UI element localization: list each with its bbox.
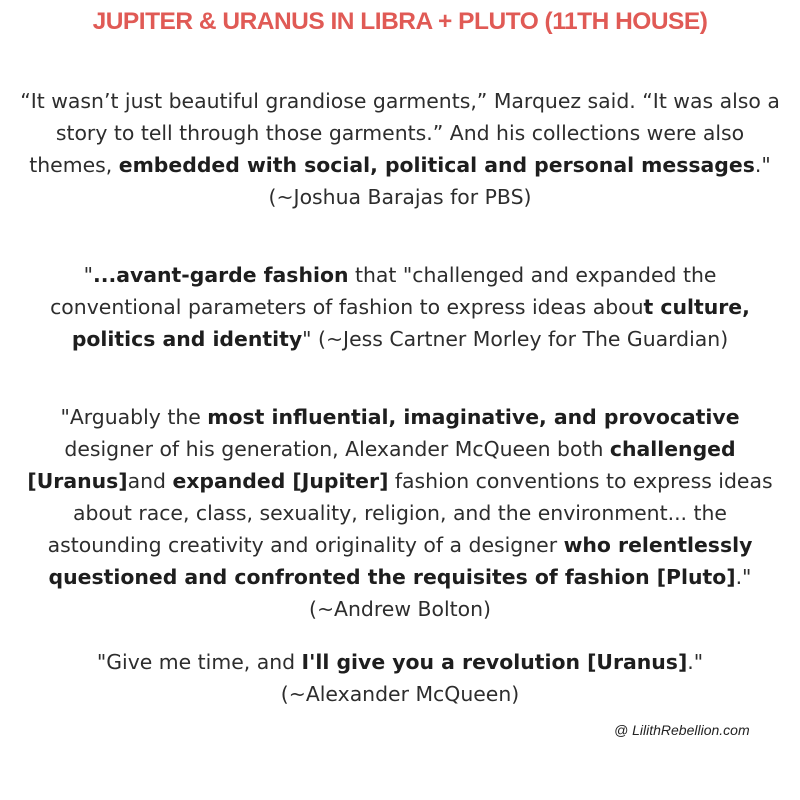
quote-text: and [127,469,173,493]
quote-emphasis: who relentlessly questioned and confronted the requisites of fashion [Pluto] [48,533,753,589]
quote-emphasis: embedded with social, political and personal messages [118,153,755,177]
quote-text: "Give me time, and [96,650,302,674]
quote-text: designer of his generation, Alexander McQueen both [64,437,610,461]
quote-emphasis: t culture, politics and identity [71,295,750,351]
quote-text: fashion conventions to express ideas about race, class, sexuality, religion, and the environment... the astounding creativity and originality of a designer [47,469,773,557]
quote-block-barajas [18,85,782,213]
quote-attribution: ." (~Andrew Bolton) [309,565,752,621]
quote-emphasis: expanded [Jupiter] [172,469,389,493]
quote-attribution: ." (~Joshua Barajas for PBS) [268,153,771,209]
quote-text: that "challenged and expanded the conventional parameters of fashion to express ideas abou [50,263,717,319]
quote-block-cartner-morley [18,259,782,355]
quote-emphasis: most influential, imaginative, and provocative [207,405,740,429]
page-title: JUPITER & URANUS IN LIBRA + PLUTO (11TH HOUSE) [92,8,708,35]
quote-emphasis: ...avant-garde fashion [92,263,349,287]
quote-emphasis: I'll give you a revolution [Uranus] [301,650,688,674]
quote-emphasis: challenged [Uranus] [27,437,736,493]
quote-text: " [83,263,93,287]
quote-text: "Arguably the [60,405,208,429]
quote-attribution: (~Alexander McQueen) [280,682,520,706]
quote-text: “It wasn’t just beautiful grandiose garments,” Marquez said. “It was also a story to tell through those garments.” And his collections were also themes, [20,89,780,177]
source-credit: @ LilithRebellion.com [614,722,750,738]
quote-block-bolton [18,401,782,625]
quote-attribution: " (~Jess Cartner Morley for The Guardian) [302,327,729,351]
quote-block-mcqueen [18,646,782,710]
quote-text: ." [687,650,704,674]
